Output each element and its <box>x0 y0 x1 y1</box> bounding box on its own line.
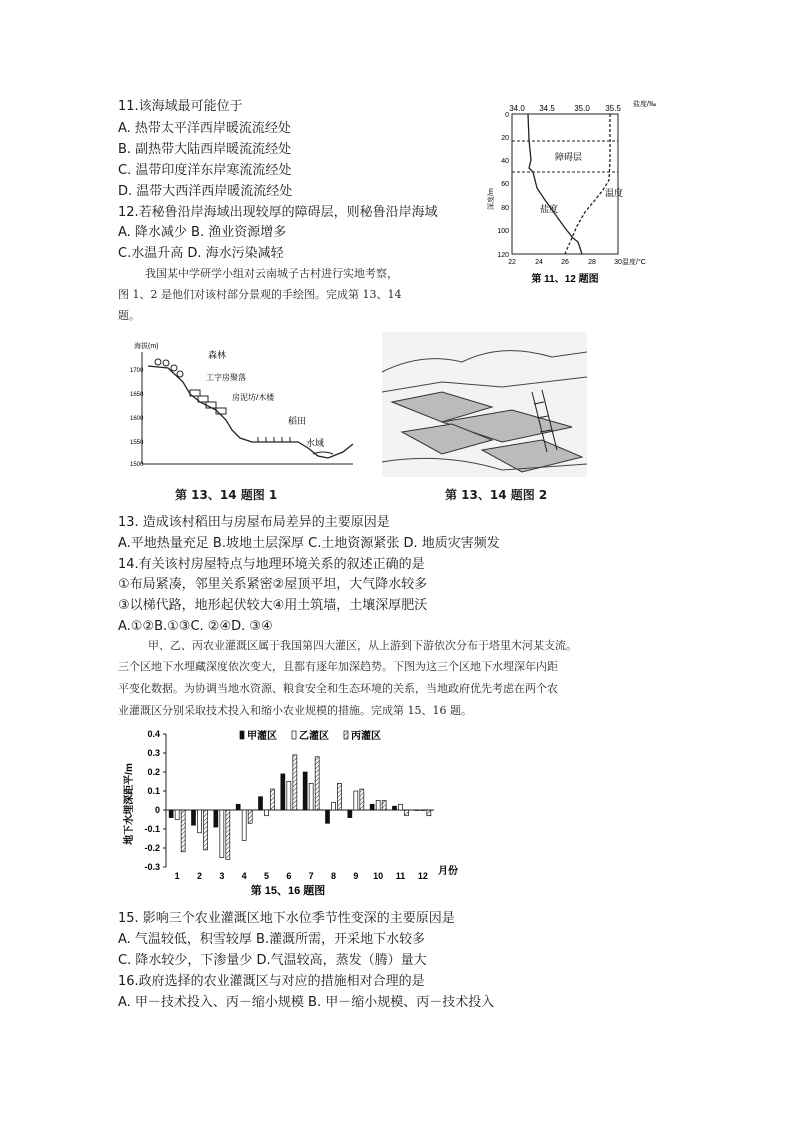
q12-stem: 12.若秘鲁沿岸海域出现较厚的障碍层，则秘鲁沿岸海域 <box>118 205 438 220</box>
chart-bar <box>169 810 173 818</box>
intro-13-14-line1: 我国某中学研学小组对云南城子古村进行实地考察， <box>145 267 398 280</box>
chart-bar <box>326 810 330 823</box>
chart-bar <box>192 810 196 825</box>
q16-stem: 16.政府选择的农业灌溉区与对应的措施相对合理的是 <box>118 974 425 989</box>
depth-tick: 20 <box>501 135 509 142</box>
chart-bar <box>427 810 431 816</box>
chart-y-tick-label: 0.4 <box>147 729 160 739</box>
village-profile-figure <box>128 338 364 480</box>
elevation-tick: 1650 <box>130 392 144 398</box>
chart-bar <box>236 804 240 810</box>
forest-label: 森林 <box>208 350 227 360</box>
salinity-curve <box>528 114 582 254</box>
q11-stem: 11.该海域最可能位于 <box>118 99 243 114</box>
chart-bar <box>265 810 269 816</box>
chart-bar <box>303 772 307 810</box>
rammed-house-label: 房泥坊/木楼 <box>232 393 275 402</box>
temp-axis-label: 温度/°C <box>622 259 646 266</box>
q14-options: A.①②B.①③C. ②④D. ③④ <box>118 619 273 634</box>
q11-option-b: B. 副热带大陆西岸暖流流经处 <box>118 142 292 157</box>
fig2-caption: 第 13、14 题图 2 <box>445 488 548 502</box>
q12-options-cd: C.水温升高 D. 海水污染减轻 <box>118 246 284 261</box>
chart-legend-swatch <box>344 731 348 739</box>
salinity-tick: 34.0 <box>509 104 525 113</box>
chart-caption: 第 15、16 题图 <box>250 885 326 897</box>
chart-x-tick-label: 7 <box>308 871 314 881</box>
groundwater-chart <box>118 724 478 904</box>
salinity-tick: 35.5 <box>605 104 621 113</box>
fig1-caption: 第 13、14 题图 1 <box>175 488 278 502</box>
intro-15-16-line1: 甲、乙、丙农业灌溉区属于我国第四大灌区，从上游到下游依次分布于塔里木河某支流。 <box>148 639 577 652</box>
depth-tick: 40 <box>501 158 509 165</box>
temperature-curve-label: 温度 <box>605 188 624 198</box>
chart-bar <box>348 810 352 818</box>
chart-y-axis-label: 地下水埋深距平/m <box>124 763 135 845</box>
chart-legend-label: 丙灌区 <box>351 731 381 742</box>
chart-bar <box>198 810 202 833</box>
chart-bar <box>242 810 246 840</box>
chart-bar <box>415 810 419 811</box>
new-house-label: 工字房聚落 <box>206 373 246 382</box>
temperature-curve <box>565 114 610 254</box>
chart-bar <box>181 810 185 852</box>
chart-x-tick-label: 11 <box>395 871 406 881</box>
chart-bar <box>175 810 179 820</box>
temp-tick: 28 <box>588 259 596 266</box>
elevation-tick: 1550 <box>130 440 144 446</box>
chart-bar <box>214 810 218 827</box>
elevation-tick: 1500 <box>130 462 144 468</box>
chart-bar <box>281 774 285 810</box>
chart-x-tick-label: 10 <box>373 871 384 881</box>
q15-stem: 15. 影响三个农业灌溉区地下水位季节性变深的主要原因是 <box>118 911 455 926</box>
elevation-tick: 1700 <box>130 368 144 374</box>
q12-options-ab: A. 降水减少 B. 渔业资源增多 <box>118 225 287 240</box>
intro-13-14-line3: 题。 <box>118 309 140 322</box>
chart-bar <box>421 810 425 811</box>
chart-bar <box>354 791 358 810</box>
depth-axis-label: 深度/m <box>488 188 495 210</box>
chart-bar <box>259 797 263 810</box>
paddy-label: 稻田 <box>288 416 307 426</box>
chart-bar <box>271 789 275 810</box>
chart-y-tick-label: 0.1 <box>147 786 160 796</box>
q14-stem: 14.有关该村房屋特点与地理环境关系的叙述正确的是 <box>118 557 425 572</box>
chart-x-tick-label: 8 <box>330 871 337 881</box>
chart-y-tick-label: -0.1 <box>144 824 160 834</box>
depth-tick: 60 <box>501 181 509 188</box>
barrier-layer-label: 障碍层 <box>555 152 583 162</box>
chart-bar <box>309 783 313 810</box>
chart-bar <box>226 810 230 859</box>
q15-options-ab: A. 气温较低，积雪较厚 B.灌溉所需，开采地下水较多 <box>118 932 426 947</box>
chart-y-tick-label: 0 <box>154 805 160 815</box>
q15-options-cd: C. 降水较少，下渗量少 D.气温较高，蒸发（腾）量大 <box>118 953 427 968</box>
intro-15-16-line2: 三个区地下水埋藏深度依次变大，且都有逐年加深趋势。下图为这三个区地下水埋深年内距 <box>118 660 558 673</box>
ocean-figure-caption: 第 11、12 题图 <box>531 274 599 285</box>
chart-bar <box>360 789 364 810</box>
temp-tick: 22 <box>508 259 516 266</box>
q14-statements-1: ①布局紧凑，邻里关系紧密②屋顶平坦，大气降水较多 <box>118 577 428 592</box>
temp-tick: 24 <box>535 259 543 266</box>
q11-option-a: A. 热带太平洋西岸暖流流经处 <box>118 121 291 136</box>
chart-y-tick-label: -0.3 <box>144 862 160 872</box>
q13-options: A.平地热量充足 B.坡地土层深厚 C.土地资源紧张 D. 地质灾害频发 <box>118 536 500 551</box>
chart-bar <box>220 810 224 858</box>
chart-legend-label: 乙灌区 <box>299 731 329 742</box>
chart-bar <box>405 810 409 816</box>
depth-tick: 100 <box>497 228 509 235</box>
water-label: 水域 <box>306 438 325 448</box>
chart-y-tick-label: 0.2 <box>147 767 160 777</box>
q16-options: A. 甲－技术投入、丙－缩小规模 B. 甲－缩小规模、丙－技术投入 <box>118 995 495 1010</box>
salinity-axis-label: 盐度/‰ <box>633 101 656 108</box>
elevation-tick: 1600 <box>130 416 144 422</box>
ocean-profile-figure <box>485 100 656 290</box>
salinity-tick: 34.5 <box>539 104 555 113</box>
chart-x-tick-label: 3 <box>219 871 225 881</box>
chart-x-tick-label: 12 <box>417 871 428 881</box>
chart-y-tick-label: -0.2 <box>144 843 160 853</box>
chart-legend-swatch <box>292 731 296 739</box>
chart-bar <box>370 804 374 810</box>
chart-bar <box>382 801 386 811</box>
chart-x-tick-label: 5 <box>263 871 270 881</box>
chart-x-tick-label: 4 <box>241 871 247 881</box>
chart-bar <box>204 810 208 850</box>
salinity-curve-label: 盐度 <box>540 204 559 214</box>
q11-option-d: D. 温带大西洋西岸暖流流经处 <box>118 184 293 199</box>
intro-15-16-line3: 平变化数据。为协调当地水资源、粮食安全和生态环境的关系，当地政府优先考虑在两个农 <box>118 682 558 695</box>
q11-option-c: C. 温带印度洋东岸寒流流经处 <box>118 163 292 178</box>
chart-bar <box>393 806 397 810</box>
elevation-axis-label: 海拔(m) <box>134 343 159 350</box>
chart-x-tick-label: 1 <box>174 871 180 881</box>
chart-x-axis-label: 月份 <box>438 866 458 877</box>
chart-bar <box>332 802 336 810</box>
temp-tick: 26 <box>561 259 569 266</box>
village-sketch-figure <box>382 332 587 477</box>
chart-bar <box>287 782 291 811</box>
chart-bar <box>399 804 403 810</box>
chart-x-tick-label: 2 <box>196 871 203 881</box>
chart-bar <box>315 757 319 810</box>
depth-tick: 120 <box>497 252 509 259</box>
intro-13-14-line2: 图 1、2 是他们对该村部分景观的手绘图。完成第 13、14 <box>118 288 402 301</box>
chart-legend-label: 甲灌区 <box>247 731 277 742</box>
intro-15-16-line4: 业灌溉区分别采取技术投入和缩小农业规模的措施。完成第 15、16 题。 <box>118 704 472 717</box>
salinity-tick: 35.0 <box>574 104 590 113</box>
chart-x-tick-label: 9 <box>353 871 359 881</box>
chart-legend-swatch <box>240 731 244 739</box>
chart-x-tick-label: 6 <box>286 871 292 881</box>
chart-bar <box>338 783 342 810</box>
chart-y-tick-label: 0.3 <box>147 748 160 758</box>
temp-tick: 30 <box>614 259 622 266</box>
chart-bar <box>248 810 252 823</box>
q13-stem: 13. 造成该村稻田与房屋布局差异的主要原因是 <box>118 515 390 530</box>
chart-bar <box>293 755 297 810</box>
depth-tick: 0 <box>505 112 509 119</box>
chart-bar <box>376 801 380 811</box>
q14-statements-2: ③以梯代路，地形起伏较大④用土筑墙，土壤深厚肥沃 <box>118 598 428 613</box>
depth-tick: 80 <box>501 205 509 212</box>
